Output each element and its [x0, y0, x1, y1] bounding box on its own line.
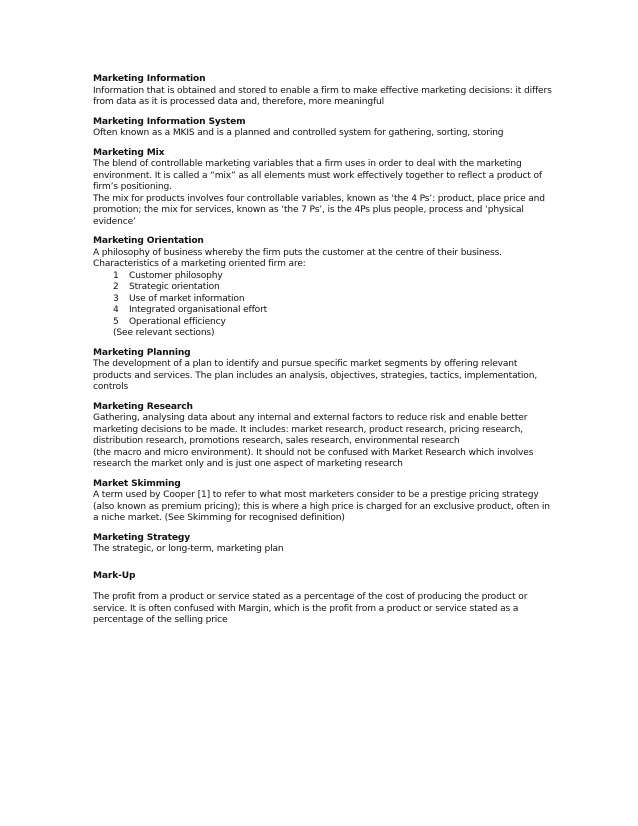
term-heading: Marketing Orientation — [93, 236, 204, 246]
list-number: 1 — [113, 270, 119, 281]
list-item — [113, 305, 553, 317]
term-heading: Marketing Mix — [93, 147, 165, 158]
term-heading: Marketing Information — [93, 74, 206, 84]
entry-mark-up — [93, 571, 553, 627]
definition-paragraph: The mix for products involves four controllable variables, known as ‘the 4 Ps’: product, place price and promotion; the mix for services, known as ‘the 7 Ps’, is the 4Ps plus people, process and ‘physical evidence’ — [93, 193, 545, 227]
definition-paragraph: The profit from a product or service stated as a percentage of the cost of producing the product or service. It is often confused with Margin, which is the profit from a product or service stated as a percentage of the selling price — [93, 592, 528, 625]
list-text: Customer philosophy — [129, 270, 223, 281]
characteristics-list — [93, 271, 553, 329]
list-text: Strategic orientation — [129, 282, 220, 292]
term-heading: Marketing Information System — [93, 116, 246, 127]
glossary-content — [93, 74, 553, 635]
term-heading: Marketing Planning — [93, 347, 191, 358]
definition-paragraph: The strategic, or long-term, marketing plan — [93, 544, 284, 554]
definition-paragraph: A philosophy of business whereby the firm puts the customer at the centre of their business. — [93, 247, 502, 258]
entry-marketing-information-system — [93, 117, 553, 140]
definition-paragraph: Gathering, analysing data about any internal and external factors to reduce risk and enable better marketing decisions to be made. It includes: market research, product research, pricing research, distribution research, promotions research, sales research, environmental research — [93, 413, 528, 446]
entry-marketing-strategy — [93, 533, 553, 556]
list-item — [113, 271, 553, 283]
list-text: Use of market information — [129, 293, 245, 304]
entry-marketing-orientation — [93, 236, 553, 340]
entry-market-skimming — [93, 479, 553, 525]
entry-marketing-planning — [93, 348, 553, 394]
term-heading: Marketing Strategy — [93, 532, 191, 543]
definition-paragraph: The development of a plan to identify and pursue specific market segments by offering relevant products and services. The plan includes an analysis, objectives, strategies, tactics, implementation, controls — [93, 359, 538, 392]
list-number: 2 — [113, 282, 119, 292]
list-item — [113, 317, 553, 329]
term-heading: Market Skimming — [93, 478, 181, 489]
list-number: 3 — [113, 293, 119, 304]
entry-marketing-information — [93, 74, 553, 109]
list-number: 5 — [113, 316, 119, 327]
definition-paragraph: Information that is obtained and stored to enable a firm to make effective marketing decisions: it differs from data as it is processed data and, therefore, more meaningful — [93, 85, 552, 107]
definition-paragraph: Often known as a MKIS and is a planned and controlled system for gathering, sorting, storing — [93, 128, 504, 138]
term-heading: Mark-Up — [93, 570, 136, 581]
entry-marketing-mix — [93, 148, 553, 229]
term-heading: Marketing Research — [93, 401, 193, 412]
list-item — [113, 282, 553, 294]
definition-paragraph: Characteristics of a marketing oriented firm are: — [93, 259, 306, 269]
entry-marketing-research — [93, 402, 553, 471]
list-text: Integrated organisational effort — [129, 305, 268, 315]
definition-paragraph: The blend of controllable marketing variables that a firm uses in order to deal with the marketing environment. It is called a “mix” as all elements must work effectively together to reflect a product of firm’s positioning. — [93, 159, 542, 192]
list-text: Operational efficiency — [129, 316, 226, 327]
see-also-note: (See relevant sections) — [113, 328, 215, 338]
definition-paragraph: A term used by Cooper [1] to refer to what most marketers consider to be a prestige pricing strategy (also known as premium pricing); this is where a high price is charged for an exclusive product, often in a niche market. (See Skimming for recognised definition) — [93, 490, 550, 523]
list-number: 4 — [113, 305, 119, 315]
list-item — [113, 294, 553, 306]
definition-paragraph: (the macro and micro environment). It should not be confused with Market Research which involves research the market only and is just one aspect of marketing research — [93, 447, 534, 469]
